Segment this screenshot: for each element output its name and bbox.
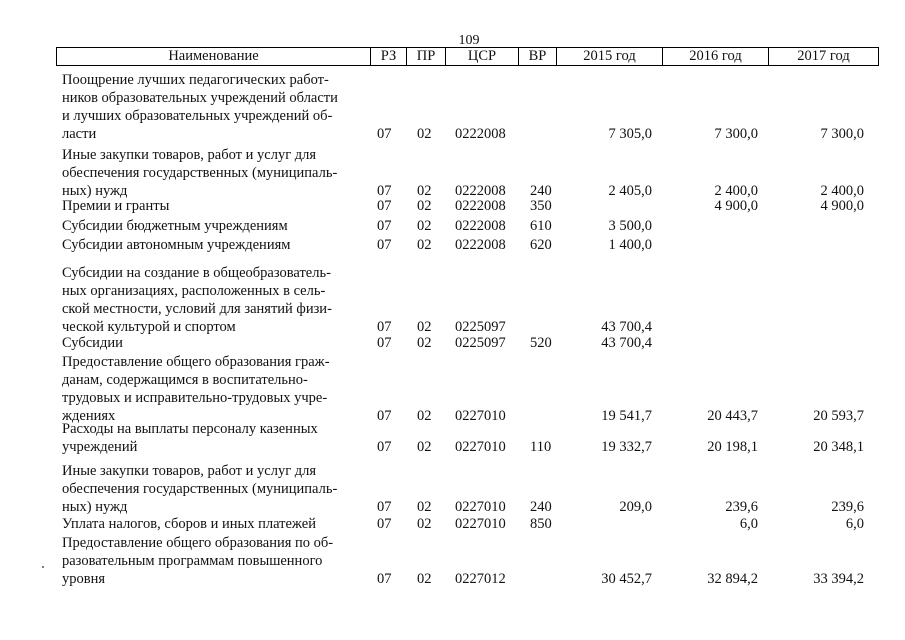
cell-y2015: 30 452,7	[601, 571, 652, 587]
cell-vr: 620	[530, 237, 552, 253]
header-rz: РЗ	[370, 48, 406, 65]
cell-pr: 02	[417, 198, 432, 214]
cell-rz: 07	[377, 335, 392, 351]
header-csr: ЦСР	[445, 48, 518, 65]
cell-y2015: 2 405,0	[608, 183, 652, 199]
row-name: Расходы на выплаты персоналу казенных учреждений	[62, 421, 318, 455]
cell-y2016: 4 900,0	[714, 198, 758, 214]
cell-y2015: 19 541,7	[601, 408, 652, 424]
cell-y2016: 20 198,1	[707, 439, 758, 455]
cell-vr: 520	[530, 335, 552, 351]
cell-rz: 07	[377, 516, 392, 532]
cell-vr: 610	[530, 218, 552, 234]
cell-y2017: 4 900,0	[820, 198, 864, 214]
cell-pr: 02	[417, 499, 432, 515]
cell-csr: 0227010	[455, 439, 506, 455]
row-name: Субсидии	[62, 335, 123, 351]
row-name: Субсидии автономным учреждениям	[62, 237, 291, 253]
cell-vr: 110	[530, 439, 552, 455]
cell-vr: 350	[530, 198, 552, 214]
cell-y2017: 20 593,7	[813, 408, 864, 424]
cell-csr: 0222008	[455, 126, 506, 142]
cell-pr: 02	[417, 408, 432, 424]
cell-rz: 07	[377, 571, 392, 587]
row-name: Поощрение лучших педагогических работ- ников образовательных учреждений области и лучших образовательных учреждений об- ласти	[62, 72, 338, 142]
cell-rz: 07	[377, 183, 392, 199]
cell-csr: 0222008	[455, 198, 506, 214]
cell-csr: 0225097	[455, 319, 506, 335]
cell-y2016: 7 300,0	[714, 126, 758, 142]
cell-y2017: 7 300,0	[820, 126, 864, 142]
cell-pr: 02	[417, 237, 432, 253]
cell-csr: 0225097	[455, 335, 506, 351]
cell-y2015: 43 700,4	[601, 319, 652, 335]
cell-vr: 850	[530, 516, 552, 532]
cell-rz: 07	[377, 439, 392, 455]
cell-csr: 0227010	[455, 408, 506, 424]
cell-y2015: 209,0	[619, 499, 652, 515]
cell-y2017: 2 400,0	[820, 183, 864, 199]
row-name: Субсидии бюджетным учреждениям	[62, 218, 288, 234]
row-name: Иные закупки товаров, работ и услуг для обеспечения государственных (муниципаль- ных) нужд	[62, 463, 338, 515]
cell-pr: 02	[417, 126, 432, 142]
cell-rz: 07	[377, 408, 392, 424]
cell-y2016: 2 400,0	[714, 183, 758, 199]
cell-rz: 07	[377, 198, 392, 214]
cell-pr: 02	[417, 439, 432, 455]
cell-y2016: 20 443,7	[707, 408, 758, 424]
cell-pr: 02	[417, 335, 432, 351]
cell-rz: 07	[377, 319, 392, 335]
cell-y2016: 32 894,2	[707, 571, 758, 587]
cell-csr: 0227010	[455, 499, 506, 515]
cell-vr: 240	[530, 183, 552, 199]
header-pr: ПР	[406, 48, 445, 65]
cell-csr: 0222008	[455, 218, 506, 234]
row-name: Субсидии на создание в общеобразователь- ных организациях, расположенных в сель- ской местности, условий для занятий физи- ческой культурой и спортом	[62, 265, 332, 335]
header-2016: 2016 год	[662, 48, 768, 65]
header-2015: 2015 год	[556, 48, 662, 65]
cell-csr: 0227012	[455, 571, 506, 587]
cell-pr: 02	[417, 218, 432, 234]
row-name: Уплата налогов, сборов и иных платежей	[62, 516, 316, 532]
cell-csr: 0222008	[455, 237, 506, 253]
cell-y2017: 33 394,2	[813, 571, 864, 587]
cell-y2017: 6,0	[845, 516, 864, 532]
cell-vr: 240	[530, 499, 552, 515]
cell-pr: 02	[417, 516, 432, 532]
table-header	[56, 47, 879, 66]
cell-y2015: 7 305,0	[608, 126, 652, 142]
row-name: Премии и гранты	[62, 198, 170, 214]
cell-csr: 0227010	[455, 516, 506, 532]
row-name: Иные закупки товаров, работ и услуг для обеспечения государственных (муниципаль- ных) нужд	[62, 147, 338, 199]
cell-y2015: 43 700,4	[601, 335, 652, 351]
cell-rz: 07	[377, 218, 392, 234]
header-vr: ВР	[518, 48, 556, 65]
cell-y2016: 239,6	[725, 499, 758, 515]
cell-y2015: 3 500,0	[608, 218, 652, 234]
page-number: 109	[458, 33, 480, 48]
cell-y2015: 1 400,0	[608, 237, 652, 253]
cell-csr: 0222008	[455, 183, 506, 199]
cell-rz: 07	[377, 126, 392, 142]
row-name: Предоставление общего образования по об- разовательным программам повышенного уровня	[62, 535, 334, 587]
cell-pr: 02	[417, 319, 432, 335]
cell-y2017: 20 348,1	[813, 439, 864, 455]
cell-pr: 02	[417, 183, 432, 199]
cell-rz: 07	[377, 237, 392, 253]
header-2017: 2017 год	[768, 48, 878, 65]
cell-y2016: 6,0	[739, 516, 758, 532]
cell-pr: 02	[417, 571, 432, 587]
cell-y2015: 19 332,7	[601, 439, 652, 455]
header-name: Наименование	[168, 48, 259, 64]
cell-y2017: 239,6	[831, 499, 864, 515]
row-name: Предоставление общего образования граж- данам, содержащимся в воспитательно- трудовых и исправительно-трудовых учре- ждениях	[62, 354, 330, 424]
scan-speck	[42, 566, 44, 568]
cell-rz: 07	[377, 499, 392, 515]
